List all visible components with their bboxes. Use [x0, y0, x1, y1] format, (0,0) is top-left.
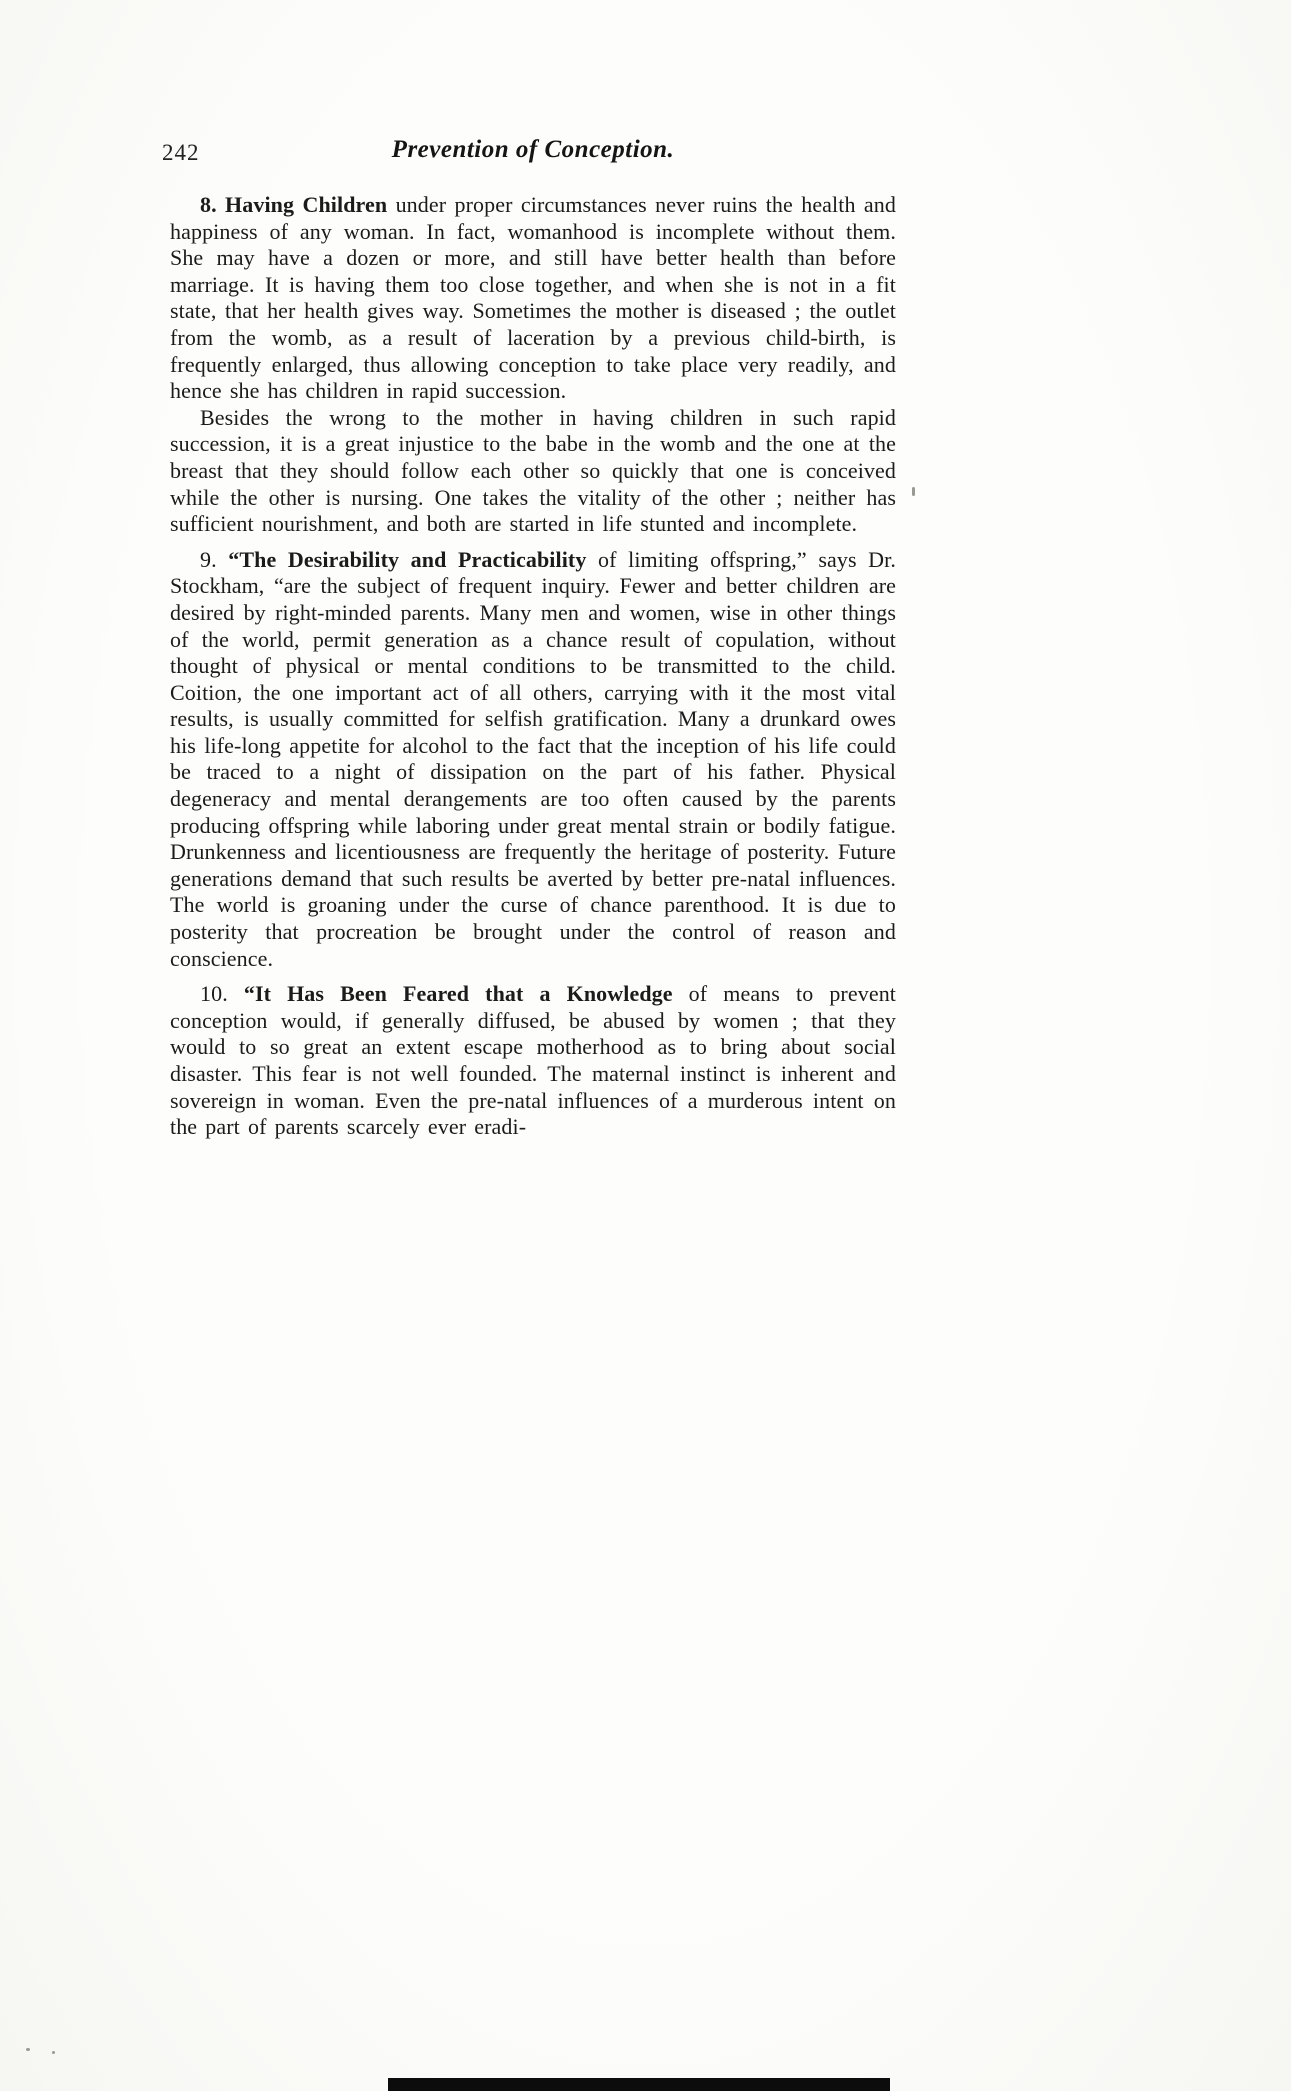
section-8-text: under proper circumstances never ruins the health and happiness of any woman. In fact, womanhood is incomplete without them. She may have a dozen or more, and still have better health than before marriage. It is having them too close together, and when she is not in a fit state, that her health gives way. Sometimes the mother is diseased ; the outlet from the womb, as a result of laceration by a previous child-birth, is frequently enlarged, thus allowing conception to take place very readily, and hence she has children in rapid succession. — [170, 192, 896, 404]
body-text — [170, 192, 896, 1141]
paragraph-section-10 — [170, 981, 896, 1141]
paragraph-besides-text: Besides the wrong to the mother in having children in such rapid succession, it is a great injustice to the babe in the womb and the one at the breast that they should follow each other so quickly that one is conceived while the other is nursing. One takes the vitality of the other ; neither has sufficient nourishment, and both are started in life stunted and incomplete. — [170, 404, 896, 537]
running-title: Prevention of Conception. — [391, 136, 675, 163]
scan-speck — [52, 2051, 55, 2054]
scan-speck — [26, 2048, 30, 2051]
page-number: 242 — [162, 140, 200, 165]
section-9-text: of limiting offspring,” says Dr. Stockham, “are the subject of frequent inquiry. Fewer and better children are desired by right-minded parents. Many men and women, wise in other things of the world, permit generation as a chance result of copulation, without thought of physical or mental conditions to be transmitted to the child. Coition, the one important act of all others, carrying with it the most vital results, is usually committed for selfish gratification. Many a drunkard owes his life-long appetite for alcohol to the fact that the inception of his life could be traced to a night of dissipation on the part of his father. Physical degeneracy and mental derangements are too often caused by the parents producing offspring while laboring under great mental strain or bodily fatigue. Drunkenness and licentiousness are frequently the heritage of posterity. Future generations demand that such results be averted by better pre-natal influences. The world is groaning under the curse of chance parenthood. It is due to posterity that procreation be brought under the control of reason and conscience. — [170, 546, 896, 971]
scan-artifact-bar — [388, 2078, 890, 2091]
section-10-number: 10. — [200, 981, 244, 1007]
paragraph-section-8 — [170, 192, 896, 405]
scan-speck — [912, 487, 915, 496]
section-9-lead: “The Desirability and Practicability — [228, 546, 587, 572]
section-10-text: of means to prevent conception would, if generally diffused, be abused by women ; that they would to so great an extent escape motherhood as to bring about social disaster. This fear is not well founded. The maternal instinct is inherent and sovereign in woman. Even the pre-natal influences of a murderous intent on the part of parents scarcely ever eradi- — [170, 981, 896, 1140]
paragraph-besides — [170, 405, 896, 538]
running-head — [162, 136, 896, 170]
paragraph-section-9 — [170, 547, 896, 973]
text-block — [162, 136, 896, 1141]
section-8-lead: 8. Having Children — [200, 192, 388, 217]
section-10-lead: “It Has Been Feared that a Knowledge — [243, 981, 673, 1007]
section-9-number: 9. — [200, 546, 229, 572]
